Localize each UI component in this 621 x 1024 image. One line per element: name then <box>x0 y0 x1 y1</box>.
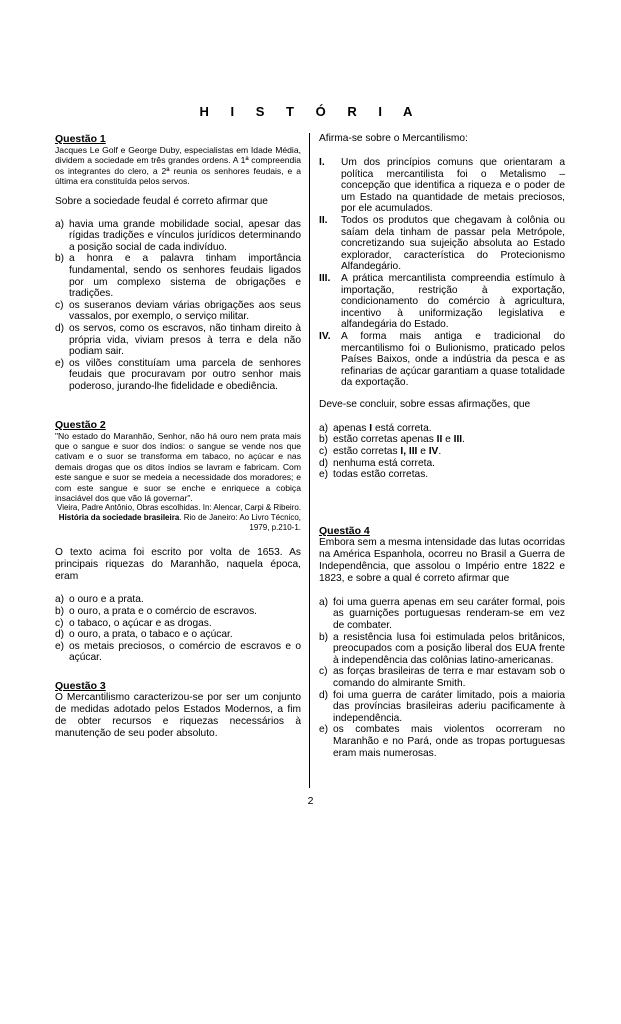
q1-option-a[interactable] <box>55 219 301 254</box>
q1-option-e[interactable] <box>55 358 301 393</box>
page-number: 2 <box>307 795 314 807</box>
right-column <box>319 133 565 759</box>
q1-heading: Questão 1 <box>55 133 106 145</box>
q1-options <box>55 219 301 393</box>
option-label: d) <box>319 689 329 701</box>
q3-option-c[interactable] <box>319 446 565 458</box>
citation-publisher: . Rio de Janeiro: Ao Livro Técnico, 1979, p.210-1. <box>179 513 301 533</box>
option-text: apenas I está correta. <box>333 422 432 434</box>
q4-option-d[interactable] <box>319 690 565 725</box>
statement-text: A prática mercantilista compreendia estímulo à importação, restrição à exportação, condicionamento do comércio à agricultura, incentivo à uniformização legislativa e alfandegária do Estado. <box>341 272 565 331</box>
page-title: H I S T Ó R I A <box>199 104 422 119</box>
option-text: os servos, como os escravos, não tinham direito à própria vida, viviam presos à terra e dela não podiam sair. <box>69 322 301 358</box>
option-label: c) <box>319 666 328 678</box>
statement-number: IV. <box>319 330 331 342</box>
option-label: b) <box>55 605 65 617</box>
q1-option-c[interactable] <box>55 300 301 323</box>
q3-statement-iv <box>319 331 565 389</box>
option-text: os suseranos deviam várias obrigações aos seus vassalos, por exemplo, o serviço militar. <box>69 299 301 323</box>
q1-intro: Jacques Le Golf e George Duby, especialistas em Idade Média, dividem a sociedade em três grandes ordens. A 1ª compreendia os integrantes do clero, a 2ª reunia os senhores feudais, e a última era constituída pelos servos. <box>55 145 301 187</box>
q4-option-c[interactable] <box>319 666 565 689</box>
q4-options <box>319 597 565 759</box>
statement-text: Todos os produtos que chegavam à colônia ou saíam dela tinham de passar pela Metrópole, concretizando sua sujeição absoluta ao Estado explorador, característica do Protecionismo Alfandegário. <box>341 214 565 273</box>
q2-option-d[interactable] <box>55 629 301 641</box>
q3-stem: Afirma-se sobre o Mercantilismo: <box>319 133 468 144</box>
option-label: e) <box>319 469 329 481</box>
left-column <box>55 133 301 740</box>
option-text: estão corretas I, III e IV. <box>333 446 442 458</box>
option-label: d) <box>55 629 65 641</box>
option-text: todas estão corretas. <box>333 469 429 481</box>
option-label: d) <box>55 322 65 334</box>
q2-heading: Questão 2 <box>55 418 106 431</box>
option-label: d) <box>319 457 329 469</box>
q2-quote: "No estado do Maranhão, Senhor, não há ouro nem prata mais que o sangue e suor dos índios: o sangue se vende nos que cativam e o suor se transforma em tabaco, no açúcar e nas demais drogas que os ditos índios se lavram e fabricam. Com este sangue e suor se medeia a necessidade dos moradores; e com este sangue e suor se enche e enriquece a cobiça insaciável dos que vão lá governar". <box>55 430 301 503</box>
q2-option-a[interactable] <box>55 594 301 606</box>
option-text: estão corretas apenas II e III. <box>333 434 465 446</box>
statement-number: III. <box>319 272 331 284</box>
option-label: a) <box>319 596 329 608</box>
q2-citation <box>55 503 301 533</box>
option-text: havia uma grande mobilidade social, apesar das rígidas tradições e vínculos jurídicos determinando a posição social de cada indivíduo. <box>69 218 301 253</box>
q1-stem: Sobre a sociedade feudal é correto afirmar que <box>55 195 268 207</box>
q3-intro: O Mercantilismo caracterizou-se por ser um conjunto de medidas adotado pelos Estados Modernos, a fim de obter recursos e riquezas necessários à manutenção de seu poder absoluto. <box>55 691 301 739</box>
option-label: a) <box>319 422 329 434</box>
q2-option-b[interactable] <box>55 606 301 618</box>
option-text: o tabaco, o açúcar e as drogas. <box>69 617 212 629</box>
option-text: o ouro, a prata e o comércio de escravos. <box>69 605 258 617</box>
option-label: b) <box>55 253 65 265</box>
q1-option-b[interactable] <box>55 253 301 299</box>
option-text: o ouro, a prata, o tabaco e o açúcar. <box>69 629 233 641</box>
option-label: a) <box>55 218 65 230</box>
q3-heading: Questão 3 <box>55 679 106 692</box>
q4-option-b[interactable] <box>319 632 565 667</box>
option-label: e) <box>55 357 65 369</box>
option-text: os metais preciosos, o comércio de escravos e o açúcar. <box>69 640 301 664</box>
option-text: foi uma guerra de caráter limitado, pois a maioria das províncias brasileiras aderiu pacificamente à independência. <box>333 689 565 724</box>
q4-option-a[interactable] <box>319 597 565 632</box>
option-label: c) <box>55 299 64 311</box>
option-text: a honra e a palavra tinham importância fundamental, sendo os senhores feudais ligados por um complexo sistema de obrigações e tradições. <box>69 253 301 300</box>
statement-number: II. <box>319 214 328 226</box>
q3-option-b[interactable] <box>319 434 565 446</box>
citation-author: Vieira, Padre Antônio, Obras escolhidas. In: Alencar, Carpi & Ribeiro. <box>57 503 301 513</box>
q2-option-c[interactable] <box>55 618 301 630</box>
q3-statement-ii <box>319 215 565 273</box>
q3-option-a[interactable] <box>319 423 565 435</box>
q3-option-d[interactable] <box>319 458 565 470</box>
column-divider <box>309 133 310 788</box>
q3-options <box>319 423 565 481</box>
q4-stem: Embora sem a mesma intensidade das lutas ocorridas na América Espanhola, ocorreu no Brasil a Guerra de Independência, que assolou o Império entre 1822 e 1823, e sobre a qual é correto afirmar que <box>319 536 565 584</box>
q2-stem: O texto acima foi escrito por volta de 1653. As principais riquezas do Maranhão, naquela época, eram <box>55 547 301 583</box>
option-label: e) <box>319 724 329 736</box>
q2-options <box>55 594 301 664</box>
option-text: os combates mais violentos ocorreram no Maranhão e no Pará, onde as tropas portuguesas eram mais numerosas. <box>333 724 565 759</box>
option-label: c) <box>319 446 328 458</box>
citation-book-title: História da sociedade brasileira <box>58 513 180 523</box>
option-label: b) <box>319 631 329 643</box>
option-text: nenhuma está correta. <box>333 457 435 469</box>
option-text: as forças brasileiras de terra e mar estavam sob o comando do almirante Smith. <box>333 666 565 689</box>
option-text: foi uma guerra apenas em seu caráter formal, pois as guarnições portuguesas renderam-se em vez de combater. <box>333 596 565 632</box>
option-text: os vilões constituíam uma parcela de senhores feudais que procuravam por outro senhor mais poderoso, jurando-lhe fidelidade e obediência. <box>69 357 301 392</box>
option-label: e) <box>55 640 65 652</box>
option-text: a resistência lusa foi estimulada pelos britânicos, preocupados com a posição liberal dos EUA frente à independência das colônias latino-americanas. <box>333 631 565 666</box>
q3-statement-i <box>319 157 565 215</box>
q4-heading: Questão 4 <box>319 524 370 537</box>
statement-number: I. <box>319 157 325 168</box>
q2-option-e[interactable] <box>55 641 301 664</box>
q3-statements <box>319 157 565 389</box>
q3-statement-iii <box>319 273 565 331</box>
q3-conclude: Deve-se concluir, sobre essas afirmações, que <box>319 398 531 410</box>
option-label: b) <box>319 434 329 446</box>
q3-option-e[interactable] <box>319 469 565 481</box>
option-label: a) <box>55 594 65 606</box>
q4-option-e[interactable] <box>319 724 565 759</box>
q1-option-d[interactable] <box>55 323 301 358</box>
option-text: o ouro e a prata. <box>69 594 144 606</box>
statement-text: Um dos princípios comuns que orientaram a política mercantilista foi o Metalismo – concepção que identifica a riqueza e o poder de um Estado na quantidade de metais preciosos, por ele acumulados. <box>341 157 565 215</box>
statement-text: A forma mais antiga e tradicional do mercantilismo foi o Bulionismo, praticado pelos Países Baixos, onde a indústria da pesca e as refinarias de açúcar garantiam a quase totalidade da exportação. <box>341 330 565 389</box>
option-label: c) <box>55 617 64 629</box>
